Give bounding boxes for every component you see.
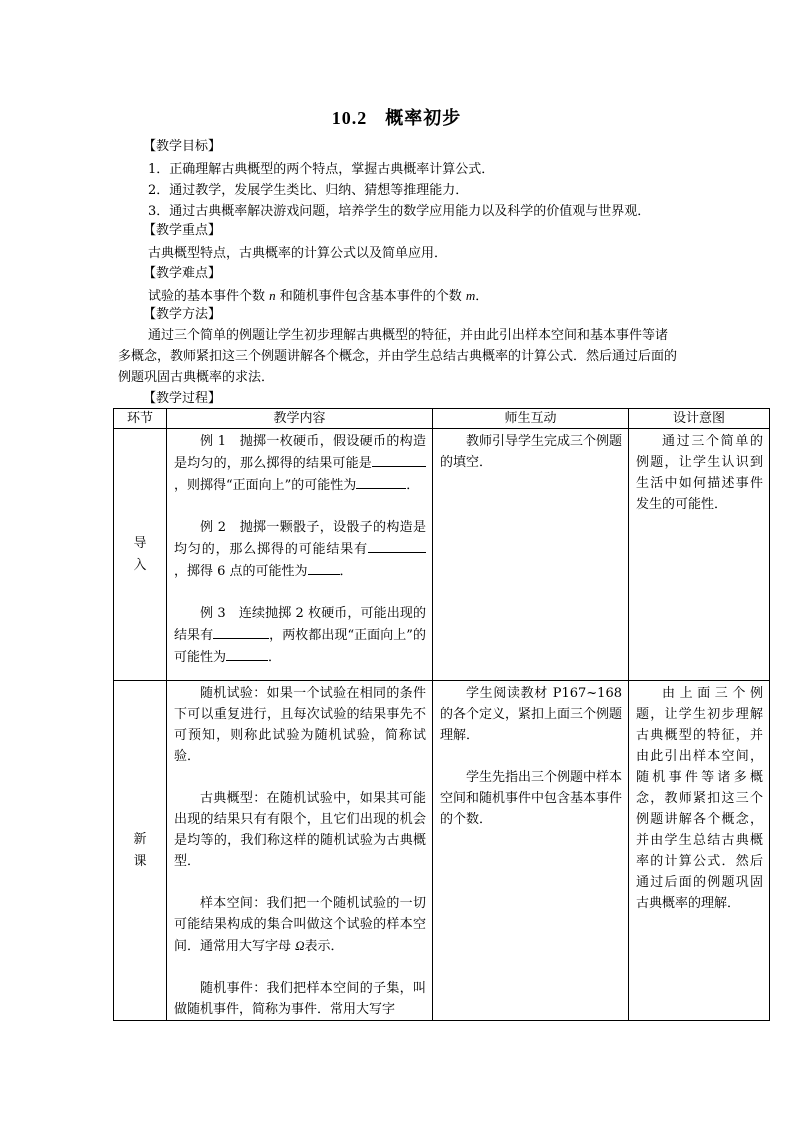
answer-blank (308, 560, 340, 575)
method-text: 通过三个简单的例题让学生初步理解古典概型的特征，并由此引出样本空间和基本事件等诸多概念，教师紧扣这三个例题讲解各个概念，并由学生总结古典概率的计算公式．然后通过后面的例题巩固古典概率的求法． (118, 328, 678, 385)
interaction-cell (433, 681, 629, 1021)
content-cell (167, 681, 433, 1021)
goal-item: 1．正确理解古典概型的两个特点，掌握古典概率计算公式． (148, 162, 495, 177)
key-text: 古典概型特点，古典概率的计算公式以及简单应用． (148, 246, 448, 261)
page-title (0, 104, 793, 130)
intent-cell (629, 681, 770, 1021)
definition-sample-space (174, 893, 426, 957)
header-intent: 设计意图 (629, 409, 770, 429)
section-title: 概率初步 (385, 108, 462, 129)
example-text: ． (339, 564, 353, 579)
example-text: 例 2 抛掷一颗骰子，设骰子的构造是均匀的，那么掷得的可能结果有 (174, 520, 426, 557)
stage-cell (114, 681, 167, 1021)
interaction-text: 教师引导学生完成三个例题的填空． (440, 434, 623, 470)
answer-blank (213, 624, 269, 639)
example-2 (174, 517, 426, 582)
goal-item: 2．通过教学，发展学生类比、归纳、猜想等推理能力． (148, 183, 469, 198)
example-text: 例 1 抛掷一枚硬币，假设硬币的构造是均匀的，那么掷得的结果可能是 (174, 434, 426, 471)
example-text: ，则掷得“正面向上”的可能性为 (174, 478, 357, 493)
stage-label: 新课 (133, 831, 147, 869)
definition-classical-model: 古典概型：在随机试验中，如果其可能出现的结果只有有限个，且它们出现的机会是均等的，我们称这样的随机试验为古典概型． (174, 791, 426, 869)
intent-cell (629, 429, 770, 681)
answer-blank (372, 452, 426, 467)
intent-text: 由上面三个例题，让学生初步理解古典概型的特征，并由此引出样本空间，随机事件等诸多概念，教师紧扣这三个例题讲解各个概念，并由学生总结古典概率的计算公式．然后通过后面的例题巩固古典概率的理解． (636, 686, 763, 911)
key-heading: 【教学重点】 (143, 223, 222, 238)
answer-blank (368, 538, 426, 553)
section-number: 10.2 (331, 108, 368, 128)
header-content: 教学内容 (167, 409, 433, 429)
table-header-row (114, 409, 770, 429)
example-text: 例 3 连续抛掷 2 枚硬币，可能出现的结果有 (174, 606, 426, 643)
omega-symbol: Ω (295, 938, 305, 953)
stage-label: 导入 (133, 535, 147, 573)
difficulty-heading: 【教学难点】 (143, 266, 222, 281)
answer-blank (226, 646, 268, 661)
table-row (114, 429, 770, 681)
stage-cell (114, 429, 167, 681)
goals-heading: 【教学目标】 (143, 139, 222, 154)
example-3 (174, 603, 426, 668)
difficulty-text-part: ． (475, 289, 489, 304)
variable-n: n (269, 288, 276, 303)
intent-text: 通过三个简单的例题，让学生认识到生活中如何描述事件发生的可能性． (636, 434, 763, 512)
definition-text: 表示． (304, 939, 344, 954)
process-heading: 【教学过程】 (143, 391, 222, 406)
method-heading: 【教学方法】 (143, 307, 222, 322)
example-1 (174, 431, 426, 496)
example-text: ，掷得 6 点的可能性为 (174, 564, 308, 579)
interaction-text: 学生阅读教材 P167~168 的各个定义，紧扣上面三个例题理解． (440, 686, 623, 743)
header-interaction: 师生互动 (433, 409, 629, 429)
definition-random-event: 随机事件：我们把样本空间的子集，叫做随机事件，简称为事件．常用大写字 (174, 981, 426, 1017)
example-text: ． (268, 650, 282, 665)
interaction-text: 学生先指出三个例题中样本空间和随机事件中包含基本事件的个数． (440, 770, 623, 827)
table-row (114, 681, 770, 1021)
header-stage: 环节 (114, 409, 167, 429)
example-text: ． (406, 478, 420, 493)
difficulty-text-part: 和随机事件包含基本事件的个数 (275, 289, 466, 304)
answer-blank (356, 474, 406, 489)
example-text: ，两枚都出现“正面向上”的可能性为 (174, 628, 426, 665)
definition-text: 样本空间：我们把一个随机试验的一切可能结果构成的集合叫做这个试验的样本空间．通常用大写字母 (174, 896, 426, 954)
interaction-cell (433, 429, 629, 681)
variable-m: m (465, 288, 476, 303)
content-cell (167, 429, 433, 681)
difficulty-text-part: 试验的基本事件个数 (148, 289, 270, 304)
definition-random-experiment: 随机试验：如果一个试验在相同的条件下可以重复进行，且每次试验的结果事先不可预知，则称此试验为随机试验，简称试验． (174, 686, 426, 764)
goal-item: 3．通过古典概率解决游戏问题，培养学生的数学应用能力以及科学的价值观与世界观． (148, 204, 651, 219)
teaching-process-table (113, 408, 770, 1021)
difficulty-text (148, 286, 488, 306)
